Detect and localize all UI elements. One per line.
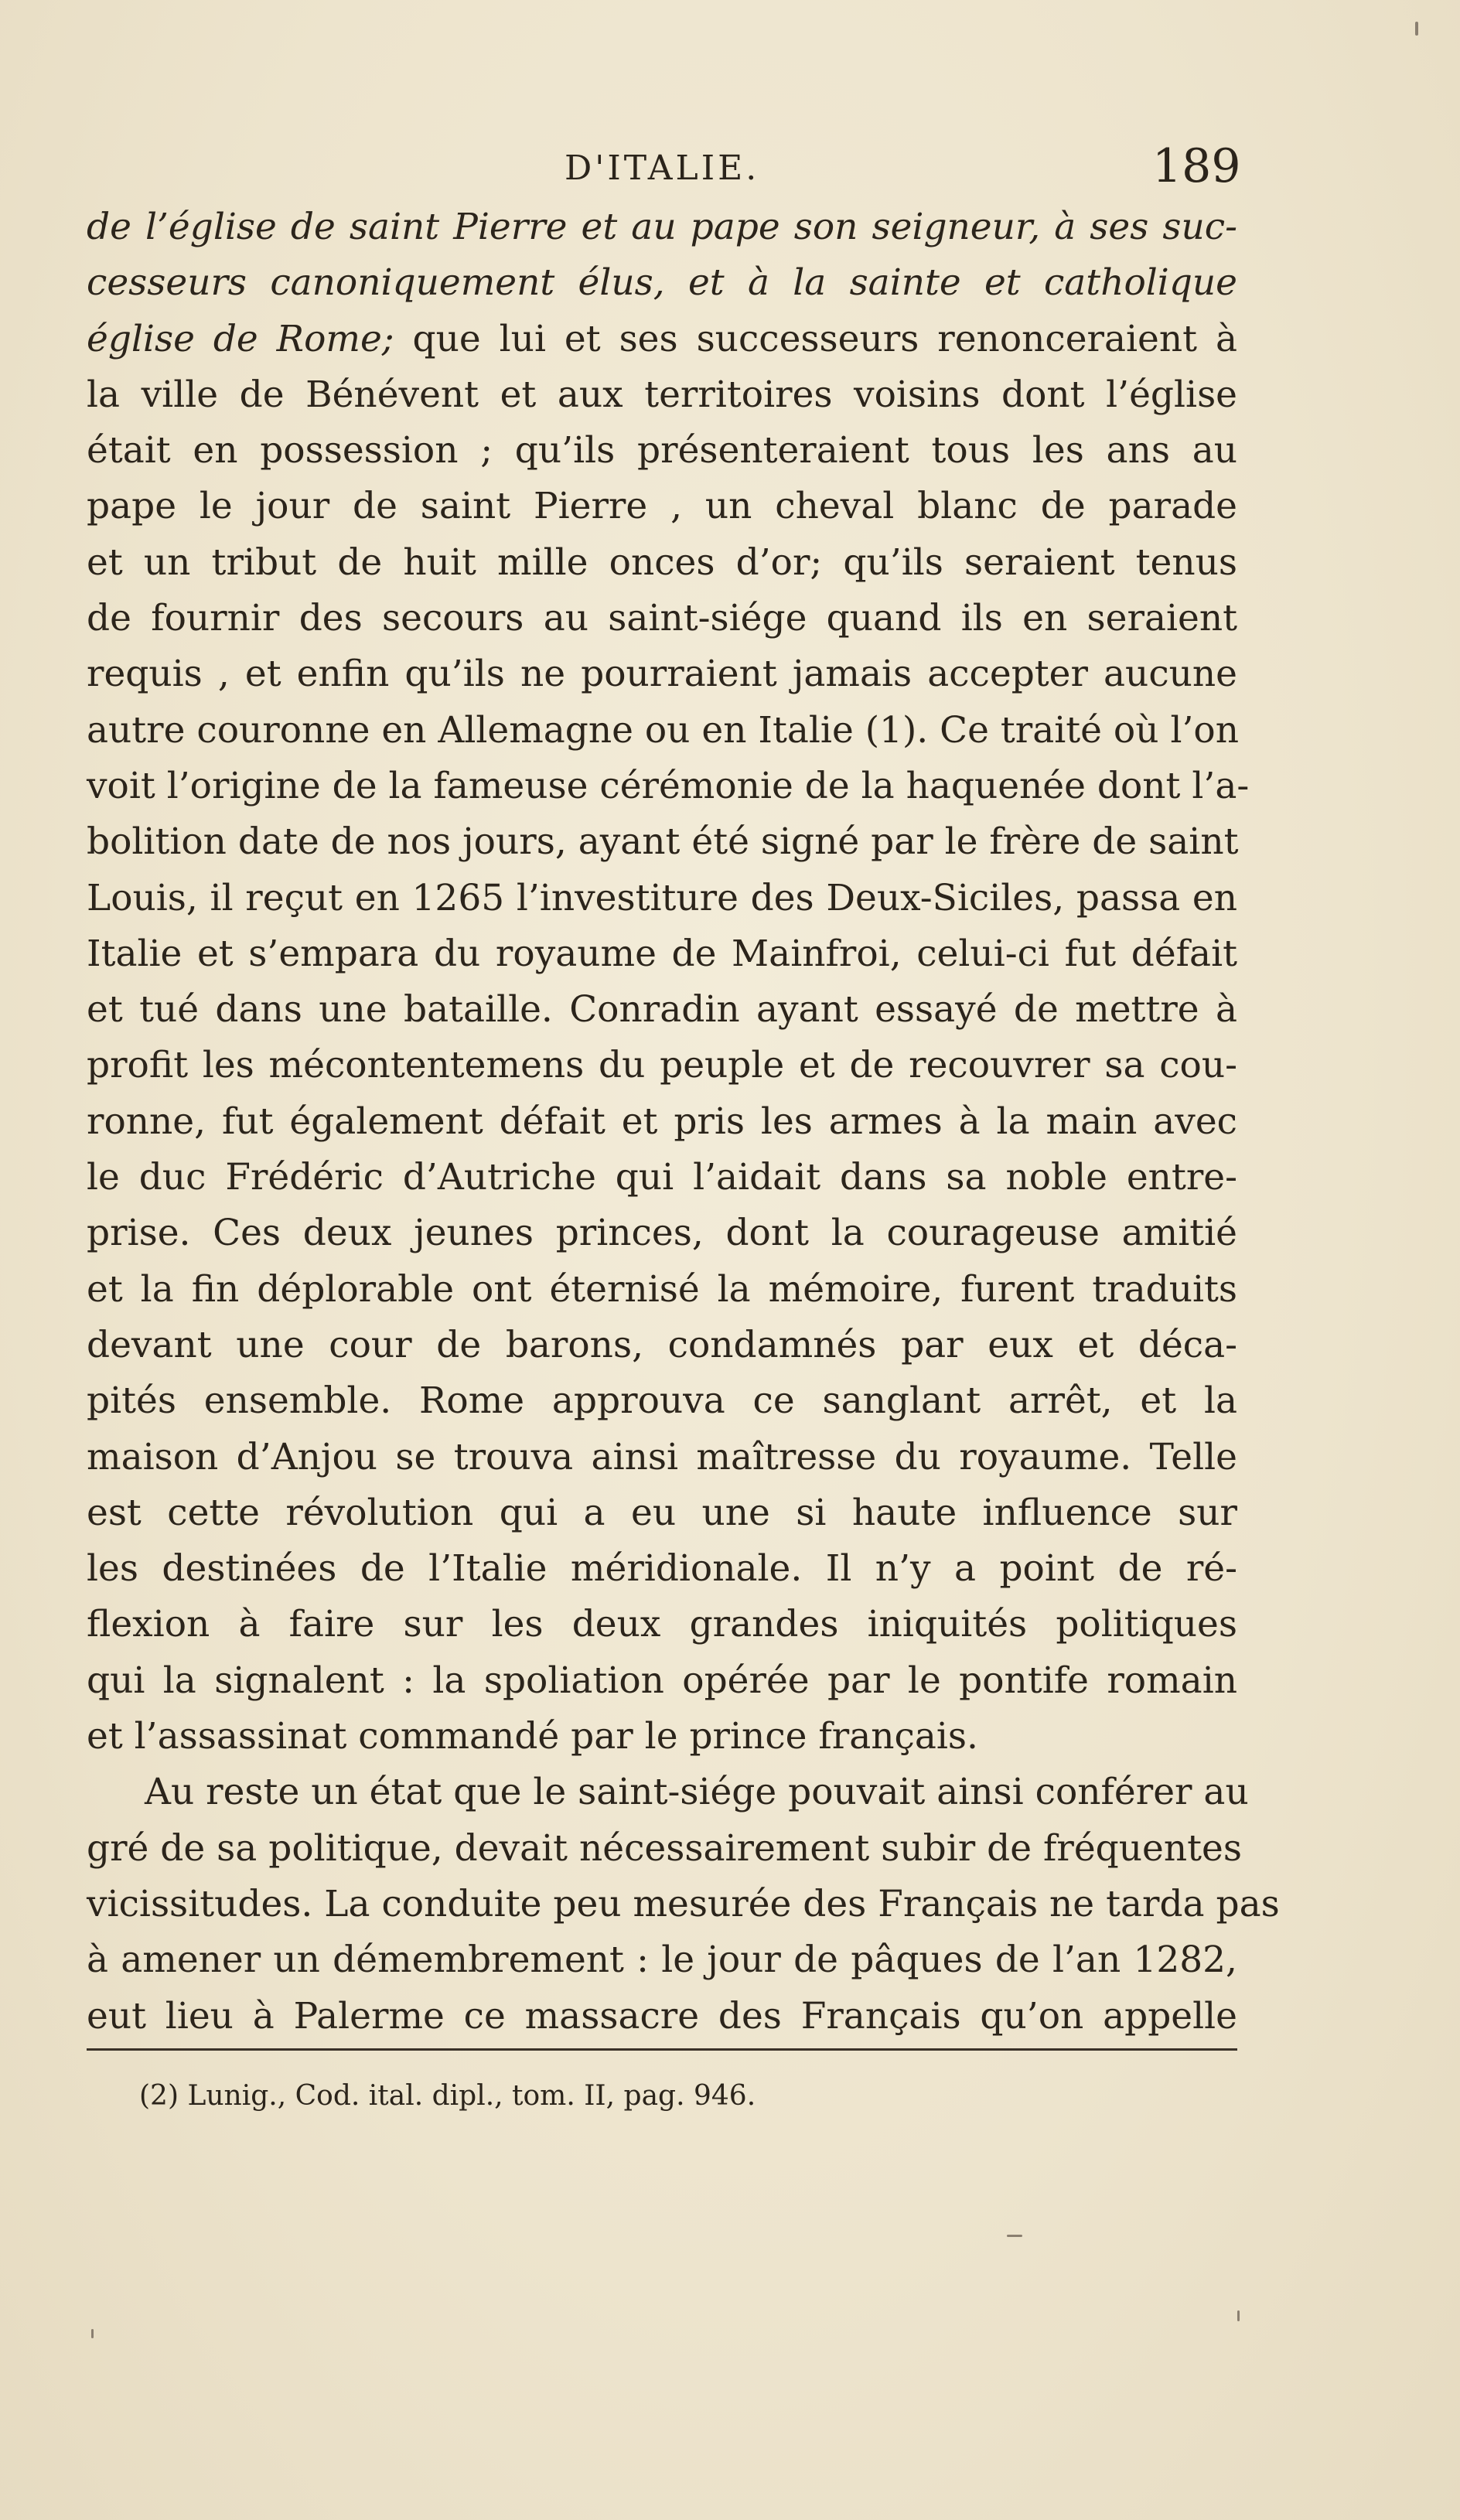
text-segment: les destinées de l’Italie méridionale. Il n’y a point de ré-: [87, 1547, 1237, 1591]
text-segment: de fournir des secours au saint-siége quand ils en seraient: [87, 597, 1237, 640]
running-title: D'ITALIE.: [565, 148, 760, 188]
text-segment: requis , et enfin qu’ils ne pourraient jamais accepter aucune: [87, 653, 1237, 696]
paper-speck: [1237, 2310, 1240, 2321]
text-segment: est cette révolution qui a eu une si haute influence sur: [87, 1491, 1237, 1534]
paper-speck: [91, 2329, 94, 2338]
text-line: [87, 646, 1237, 702]
text-line: [87, 591, 1237, 646]
italic-text: de l’église de saint Pierre et au pape son seigneur, à ses suc-: [87, 206, 1237, 248]
text-line: [87, 367, 1237, 423]
text-segment: voit l’origine de la fameuse cérémonie de la haquenée dont l’a-: [87, 764, 1250, 807]
text-segment: Italie et s’empara du royaume de Mainfroi, celui-ci fut défait: [87, 932, 1237, 975]
text-line: [87, 703, 1237, 759]
text-segment: la ville de Bénévent et aux territoires voisins dont l’église: [87, 373, 1237, 416]
text-line: [87, 199, 1237, 255]
text-line: [87, 479, 1237, 534]
paragraph-2: [87, 1765, 1280, 2044]
text-segment: autre couronne en Allemagne ou en Italie (1). Ce traité où l’on: [87, 708, 1239, 752]
italic-text: cesseurs canoniquement élus, et à la sainte et catholique: [87, 261, 1237, 305]
text-line: Au reste un état que le saint-siége pouvait ainsi conférer au: [145, 1771, 1249, 1814]
text-segment: et l’assassinat commandé par le prince français.: [87, 1715, 978, 1758]
text-segment: pape le jour de saint Pierre , un cheval blanc de parade: [87, 485, 1237, 528]
text-line: [87, 1318, 1237, 1373]
text-segment: ronne, fut également défait et pris les armes à la main avec: [87, 1100, 1237, 1143]
text-segment: qui la signalent : la spoliation opérée par le pontife romain: [87, 1659, 1237, 1702]
text-line: [87, 1038, 1237, 1093]
text-line: [87, 1373, 1237, 1429]
text-segment: le duc Frédéric d’Autriche qui l’aidait dans sa noble entre-: [87, 1156, 1237, 1199]
text-line: [87, 814, 1237, 870]
text-line: [87, 423, 1237, 479]
italic-text: église de Rome;: [87, 317, 413, 360]
text-line: eut lieu à Palerme ce massacre des Français qu’on appelle: [87, 1994, 1237, 2037]
text-line: gré de sa politique, devait nécessairement subir de fréquentes: [87, 1826, 1242, 1870]
text-line: [87, 1205, 1237, 1261]
paper-speck: [1007, 2235, 1022, 2237]
page-number: 189: [1152, 139, 1241, 193]
text-line: [87, 759, 1250, 814]
footnote-rule: [87, 2048, 1237, 2051]
text-segment: bolition date de nos jours, ayant été signé par le frère de saint: [87, 820, 1239, 864]
text-line: [87, 255, 1237, 311]
text-segment: prise. Ces deux jeunes princes, dont la courageuse amitié: [87, 1212, 1237, 1255]
text-segment: flexion à faire sur les deux grandes iniquités politiques: [87, 1603, 1237, 1646]
text-segment: que lui et ses successeurs renonceraient à: [412, 317, 1237, 360]
text-segment: Louis, il reçut en 1265 l’investiture des Deux-Siciles, passa en: [87, 876, 1237, 919]
footnote: (2) Lunig., Cod. ital. dipl., tom. II, pag. 946.: [139, 2080, 756, 2112]
text-segment: et la fin déplorable ont éternisé la mémoire, furent traduits: [87, 1267, 1237, 1311]
text-line: [87, 1541, 1237, 1597]
body-text: [87, 199, 1280, 2044]
text-segment: était en possession ; qu’ils présenteraient tous les ans au: [87, 429, 1237, 472]
text-line: [87, 1485, 1237, 1541]
text-line: [87, 1709, 1237, 1765]
text-segment: et un tribut de huit mille onces d’or; qu’ils seraient tenus: [87, 540, 1237, 584]
text-line: vicissitudes. La conduite peu mesurée des Français ne tarda pas: [87, 1882, 1280, 1925]
text-segment: maison d’Anjou se trouva ainsi maîtresse du royaume. Telle: [87, 1435, 1237, 1478]
paragraph-1: [87, 199, 1250, 1765]
text-line: [87, 1262, 1237, 1318]
text-line: [87, 871, 1237, 926]
paper-speck: [1415, 22, 1418, 36]
text-line: [87, 1653, 1237, 1709]
text-line: [87, 1094, 1237, 1150]
text-line: [87, 535, 1237, 591]
text-segment: profit les mécontentemens du peuple et de recouvrer sa cou-: [87, 1044, 1237, 1087]
text-line: [87, 1597, 1237, 1652]
text-line: [87, 1430, 1237, 1485]
text-segment: et tué dans une bataille. Conradin ayant essayé de mettre à: [87, 988, 1237, 1032]
page-header: [0, 139, 1460, 201]
text-segment: devant une cour de barons, condamnés par eux et déca-: [87, 1323, 1237, 1366]
text-line: [87, 926, 1237, 982]
text-line: à amener un démembrement : le jour de pâques de l’an 1282,: [87, 1939, 1237, 1982]
text-segment: pités ensemble. Rome approuva ce sanglant arrêt, et la: [87, 1379, 1237, 1423]
text-line: [87, 982, 1237, 1038]
text-line: [87, 312, 1237, 367]
text-line: [87, 1150, 1237, 1205]
